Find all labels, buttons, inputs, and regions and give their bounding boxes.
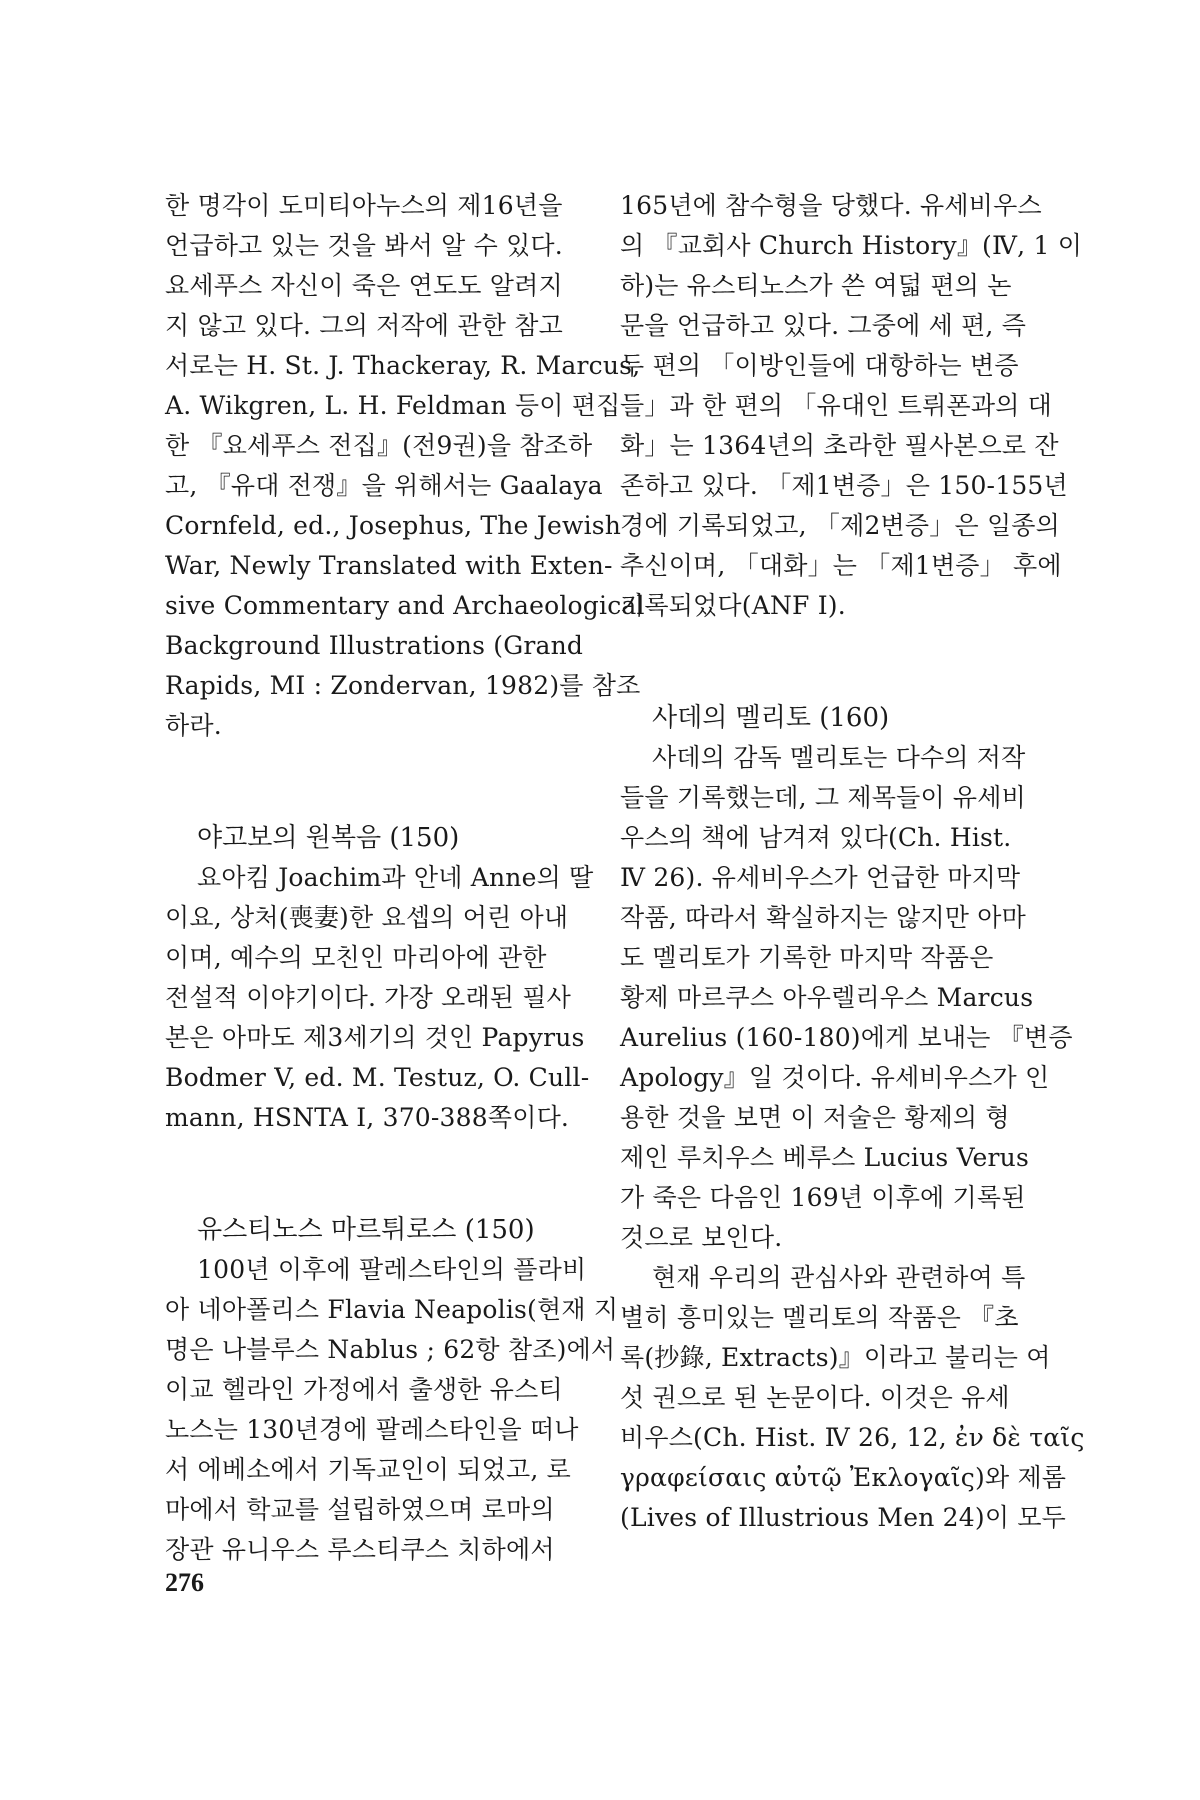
left-column: [165, 186, 645, 1570]
text-line: 전설적 이야기이다. 가장 오래된 필사: [165, 983, 571, 1012]
text-line: 가 죽은 다음인 169년 이후에 기록된: [620, 1183, 1026, 1212]
text-line: 존하고 있다. 「제1변증」은 150-155년: [620, 471, 1068, 500]
text-line: Ⅳ 26). 유세비우스가 언급한 마지막: [620, 863, 1021, 892]
text-line: 요세푸스 자신이 죽은 연도도 알려지: [165, 271, 563, 300]
text-line: 마에서 학교를 설립하였으며 로마의: [165, 1495, 555, 1524]
text-line: 서로는 H. St. J. Thackeray, R. Marcus,: [165, 351, 641, 380]
text-line: 한 『요세푸스 전집』(전9권)을 참조하: [165, 431, 593, 460]
text-line: 록(抄錄, Extracts)』이라고 불리는 여: [620, 1343, 1051, 1372]
text-line: 명은 나블루스 Nablus ; 62항 참조)에서: [165, 1335, 616, 1364]
text-line: 사데의 감독 멜리토는 다수의 저작: [652, 743, 1026, 772]
section-gap: [165, 762, 581, 802]
text-line: Cornfeld, ed., Josephus, The Jewish: [165, 511, 622, 540]
text-line: 100년 이후에 팔레스타인의 플라비: [197, 1255, 587, 1284]
text-line: 본은 아마도 제3세기의 것인 Papyrus: [165, 1023, 585, 1052]
text-line: War, Newly Translated with Exten-: [165, 551, 613, 580]
text-line: 황제 마르쿠스 아우렐리우스 Marcus: [620, 983, 1034, 1012]
text-line: Rapids, MI : Zondervan, 1982)를 참조: [165, 671, 641, 700]
text-line: 들을 기록했는데, 그 제목들이 유세비: [620, 783, 1026, 812]
text-line: 아 네아폴리스 Flavia Neapolis(현재 지: [165, 1295, 619, 1324]
text-line: 기록되었다(ANF Ⅰ).: [620, 591, 846, 620]
text-line: 화」는 1364년의 초라한 필사본으로 잔: [620, 431, 1059, 460]
text-line: Aurelius (160-180)에게 보내는 『변증: [620, 1023, 1073, 1052]
text-line: 들」과 한 편의 「유대인 트뤼폰과의 대: [620, 391, 1053, 420]
text-line: 고, 『유대 전쟁』을 위해서는 Gaalaya: [165, 471, 603, 500]
text-line: Apology』일 것이다. 유세비우스가 인: [620, 1063, 1050, 1092]
text-line: 용한 것을 보면 이 저술은 황제의 형: [620, 1103, 1010, 1132]
text-line: γραφείσαις αὐτῷ Ἐκλογαῖς)와 제롬: [620, 1463, 1067, 1492]
text-line: 추신이며, 「대화」는 「제1변증」 후에: [620, 551, 1062, 580]
text-line: A. Wikgren, L. H. Feldman 등이 편집: [165, 391, 621, 420]
text-line: 이며, 예수의 모친인 마리아에 관한: [165, 943, 547, 972]
text-line: 것으로 보인다.: [620, 1223, 783, 1252]
text-line: 이요, 상처(喪妻)한 요셉의 어린 아내: [165, 903, 569, 932]
text-line: sive Commentary and Archaeological: [165, 591, 645, 620]
section-heading: 야고보의 원복음 (150): [197, 823, 460, 853]
text-line: 한 명각이 도미티아누스의 제16년을: [165, 191, 563, 220]
text-line: 작품, 따라서 확실하지는 않지만 아마: [620, 903, 1026, 932]
text-line: 제인 루치우스 베루스 Lucius Verus: [620, 1143, 1030, 1172]
text-line: mann, HSNTA Ⅰ, 370-388쪽이다.: [165, 1103, 570, 1132]
page-number: 276: [165, 1568, 204, 1597]
text-line: 하라.: [165, 711, 222, 740]
right-column: [620, 186, 1085, 1538]
text-line: 이교 헬라인 가정에서 출생한 유스티: [165, 1375, 563, 1404]
text-line: 지 않고 있다. 그의 저작에 관한 참고: [165, 311, 563, 340]
text-line: Bodmer V, ed. M. Testuz, O. Cull-: [165, 1063, 590, 1092]
text-line: 165년에 참수형을 당했다. 유세비우스: [620, 191, 1042, 220]
text-line: 서 에베소에서 기독교인이 되었고, 로: [165, 1455, 571, 1484]
text-line: 섯 권으로 된 논문이다. 이것은 유세: [620, 1383, 1010, 1412]
text-line: 현재 우리의 관심사와 관련하여 특: [652, 1263, 1026, 1292]
section-heading: 유스티노스 마르튀로스 (150): [197, 1215, 535, 1245]
text-line: 문을 언급하고 있다. 그중에 세 편, 즉: [620, 311, 1027, 340]
text-line: 우스의 책에 남겨져 있다(Ch. Hist.: [620, 823, 1012, 852]
text-line: 경에 기록되었고, 「제2변증」은 일종의: [620, 511, 1060, 540]
text-line: 하)는 유스티노스가 쓴 여덟 편의 논: [620, 271, 1012, 300]
text-line: (Lives of Illustrious Men 24)이 모두: [620, 1503, 1067, 1532]
text-line: 노스는 130년경에 팔레스타인을 떠나: [165, 1415, 579, 1444]
text-line: 비우스(Ch. Hist. Ⅳ 26, 12, ἐν δὲ ταῖς: [620, 1423, 1085, 1452]
text-line: 언급하고 있는 것을 봐서 알 수 있다.: [165, 231, 563, 260]
text-line: 의 『교회사 Church History』(Ⅳ, 1 이: [620, 231, 1083, 260]
section-gap: [620, 642, 1036, 682]
section-heading: 사데의 멜리토 (160): [652, 703, 890, 733]
text-line: 두 편의 「이방인들에 대항하는 변증: [620, 351, 1019, 380]
text-line: 요아킴 Joachim과 안네 Anne의 딸: [197, 863, 594, 892]
text-line: 도 멜리토가 기록한 마지막 작품은: [620, 943, 994, 972]
text-line: Background Illustrations (Grand: [165, 631, 584, 660]
section-gap: [165, 1154, 581, 1194]
text-line: 별히 흥미있는 멜리토의 작품은 『초: [620, 1303, 1019, 1332]
text-line: 장관 유니우스 루스티쿠스 치하에서: [165, 1535, 555, 1564]
